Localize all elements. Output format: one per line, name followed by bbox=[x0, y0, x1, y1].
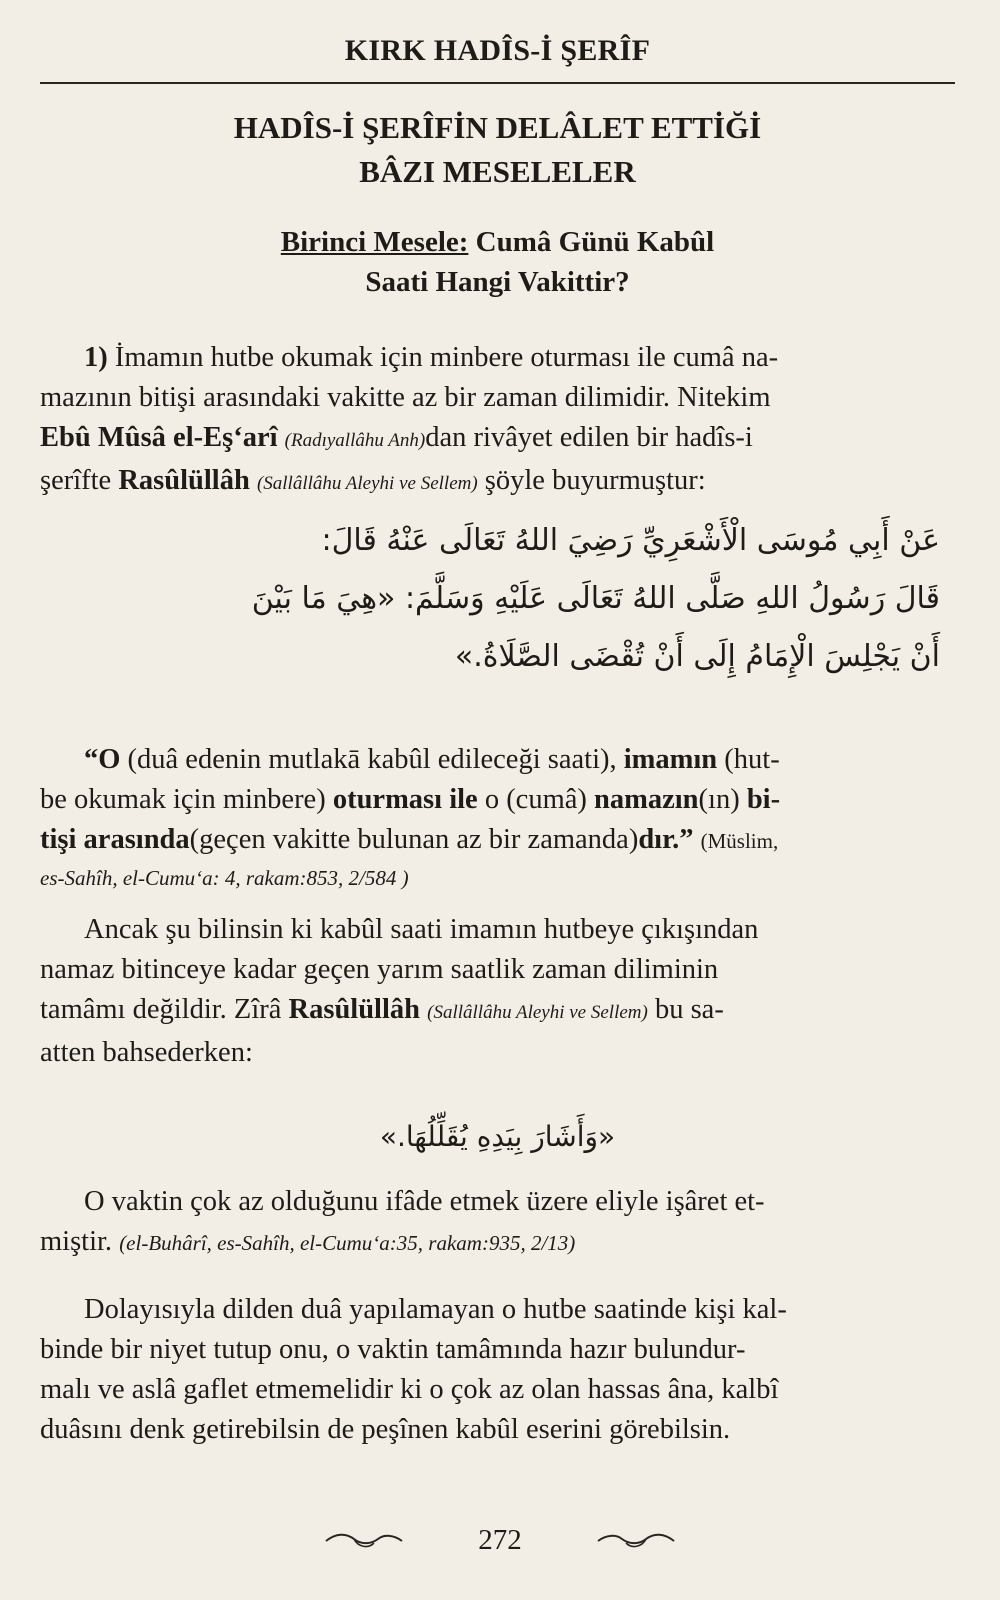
tr-k: tişi arasında bbox=[40, 824, 190, 855]
source-citation-1b: es-Sahîh, el-Cumu‘a: 4, rakam:853, 2/584 ) bbox=[40, 866, 409, 890]
title-line-2: BÂZI MESELELER bbox=[359, 154, 636, 189]
narrator-name: Ebû Mûsâ el-Eş‘arî bbox=[40, 422, 278, 453]
paragraph-2 bbox=[40, 910, 955, 1073]
tr-d: (hut- bbox=[724, 744, 780, 775]
tr-o: “O bbox=[84, 744, 121, 775]
title-line-1: HADÎS-İ ŞERÎFİN DELÂLET ETTİĞİ bbox=[233, 110, 762, 145]
arabic-quote: «وَأَشَارَ بِيَدِهِ يُقَلِّلُهَا.» bbox=[379, 1120, 616, 1153]
p3-line-1: O vaktin çok az olduğunu ifâde etmek üzere eliyle işâret et- bbox=[84, 1186, 765, 1217]
tr-e: be okumak için minbere) bbox=[40, 784, 326, 815]
p2-line-3a: tamâmı değildir. Zîrâ bbox=[40, 994, 282, 1025]
section-title bbox=[40, 106, 955, 194]
p1-line-2: mazının bitişi arasındaki vakitte az bir zaman dilimidir. Nitekim bbox=[40, 382, 771, 413]
running-head: KIRK HADÎS-İ ŞERÎF bbox=[344, 34, 651, 67]
prophet-honorific: (Sallâllâhu Aleyhi ve Sellem) bbox=[256, 473, 478, 494]
left-ornament-icon bbox=[324, 1529, 404, 1553]
subtitle-text: Cumâ Günü Kabûl bbox=[475, 226, 715, 258]
tr-i: (ın) bbox=[698, 784, 740, 815]
subtitle-line-2: Saati Hangi Vakittir? bbox=[365, 266, 630, 298]
section-subtitle bbox=[40, 222, 955, 302]
arabic-hadith bbox=[140, 512, 940, 686]
arabic-line-1: عَنْ أَبِي مُوسَى الْأَشْعَرِيِّ رَضِيَ اللهُ تَعَالَى عَنْهُ قَالَ: bbox=[321, 523, 940, 558]
arabic-line-2: قَالَ رَسُولُ اللهِ صَلَّى اللهُ تَعَالَى عَلَيْهِ وَسَلَّمَ: «هِيَ مَا بَيْنَ bbox=[251, 581, 940, 616]
tr-j: bi- bbox=[746, 784, 781, 815]
p2-line-4: atten bahsederken: bbox=[40, 1037, 253, 1068]
prophet-honorific-2: (Sallâllâhu Aleyhi ve Sellem) bbox=[427, 1002, 648, 1023]
narrator-honorific: (Radıyallâhu Anh) bbox=[284, 430, 426, 451]
tr-h: namazın bbox=[594, 784, 699, 815]
p2-line-1: Ancak şu bilinsin ki kabûl saati imamın hutbeye çıkışından bbox=[84, 914, 759, 945]
p3-line-2: miştir. bbox=[40, 1226, 113, 1257]
right-ornament-icon bbox=[596, 1529, 676, 1553]
p2-line-2: namaz bitinceye kadar geçen yarım saatlik zaman diliminin bbox=[40, 954, 719, 985]
tr-f: oturması ile bbox=[332, 784, 478, 815]
prophet-name: Rasûlüllâh bbox=[118, 465, 250, 496]
paragraph-3 bbox=[40, 1182, 955, 1263]
arabic-line-3: أَنْ يَجْلِسَ الْإِمَامُ إِلَى أَنْ تُقْضَى الصَّلَاةُ.» bbox=[454, 639, 940, 674]
tr-b: (duâ edenin mutlakā kabûl edileceği saati), bbox=[127, 744, 617, 775]
page-number: 272 bbox=[478, 1524, 522, 1556]
paragraph-4 bbox=[40, 1290, 955, 1450]
p4-line-2: binde bir niyet tutup onu, o vaktin tamâmında hazır bulundur- bbox=[40, 1334, 746, 1365]
p1-line-4b: şöyle buyurmuştur: bbox=[484, 465, 706, 496]
tr-l: (geçen vakitte bulunan az bir zamanda) bbox=[189, 824, 639, 855]
item-number: 1) bbox=[84, 342, 108, 373]
p4-line-4: duâsını denk getirebilsin de peşînen kabûl eserini görebilsin. bbox=[40, 1414, 731, 1445]
subtitle-label: Birinci Mesele: bbox=[280, 226, 469, 258]
page-footer bbox=[0, 1524, 1000, 1557]
p1-line-1: İmamın hutbe okumak için minbere oturması ile cumâ na- bbox=[114, 342, 779, 373]
tr-g: o (cumâ) bbox=[484, 784, 587, 815]
p1-line-3: dan rivâyet edilen bir hadîs-i bbox=[425, 422, 753, 453]
paragraph-1 bbox=[40, 338, 955, 504]
p1-line-4a: şerîfte bbox=[40, 465, 112, 496]
prophet-name-2: Rasûlüllâh bbox=[288, 994, 420, 1025]
header-rule bbox=[40, 82, 955, 84]
source-citation-2: (el-Buhârî, es-Sahîh, el-Cumu‘a:35, rakam:935, 2/13) bbox=[119, 1231, 576, 1255]
p4-line-3: malı ve aslâ gaflet etmemelidir ki o çok az olan hassas âna, kalbî bbox=[40, 1374, 779, 1405]
tr-c: imamın bbox=[623, 744, 718, 775]
hadith-translation bbox=[40, 740, 955, 895]
source-citation-1a: (Müslim, bbox=[700, 829, 779, 853]
tr-m: dır.” bbox=[638, 824, 694, 855]
p2-line-3b: bu sa- bbox=[654, 994, 724, 1025]
p4-line-1: Dolayısıyla dilden duâ yapılamayan o hutbe saatinde kişi kal- bbox=[84, 1294, 787, 1325]
